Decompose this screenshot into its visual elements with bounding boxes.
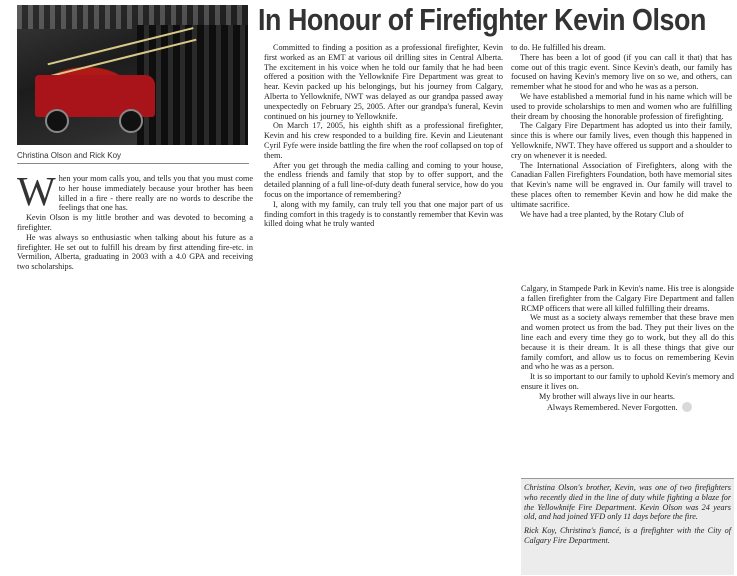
- truck-wheel-rear: [119, 109, 143, 133]
- fire-truck-photo: [17, 5, 248, 145]
- truck-wheel-front: [45, 109, 69, 133]
- paragraph: On March 17, 2005, his eighth shift as a professional firefighter, Kevin and his crew responded to a building fire. Kevin and Lieutenant Cyril Fyfe were inside battling the fire when the roof collapsed on top of them.: [264, 121, 503, 160]
- author-info-box: [521, 478, 734, 575]
- paragraph: Kevin Olson is my little brother and was devoted to becoming a firefighter.: [17, 213, 253, 232]
- paragraph: Calgary, in Stampede Park in Kevin's name. His tree is alongside a fallen firefighter from the Calgary Fire Department and fallen RCMP officers that were all killed fulfilling their dreams.: [521, 284, 734, 313]
- paragraph: We must as a society always remember that these brave men and women protect us from the bad. They put their lives on the line each and every time they go to work, but they all do this because it is their dream. It is all these things that give our family comfort, and allow us to focus on remembering Kevin and who he was as a person.: [521, 313, 734, 372]
- paragraph: We have had a tree planted, by the Rotary Club of: [520, 209, 684, 219]
- paragraph: The International Association of Firefighters, along with the Canadian Fallen Firefighters Foundation, both have memorial sites that Kevin's name will be engraved in. Our family will travel to these places often to remember Kevin and how he did make the ultimate sacrifice.: [511, 160, 732, 209]
- paragraph: I, along with my family, can truly tell you that one major part of us finding comfort in this tragedy is to constantly remember that Kevin was killed doing what he truly wanted: [264, 199, 503, 229]
- paragraph: My brother will always live in our hearts.: [539, 391, 675, 401]
- article-column-2: [264, 43, 503, 229]
- drop-cap: W: [17, 168, 56, 214]
- paragraph: Committed to finding a position as a professional firefighter, Kevin first worked as an EMT at various oil drilling sites in Central Alberta. The excitement in his voice when he told our family that he had been offered a position with the Yellowknife Fire Department was great to hear. Kevin packed up his belongings, but his journey from Calgary, Alberta to Yellowknife, NWT was delayed as our grandpa passed away unexpectedly on February 25, 2005. After our grandpa's funeral, Kevin continued on his journey to Yellowknife.: [264, 43, 503, 121]
- article-title: In Honour of Firefighter Kevin Olson: [258, 3, 706, 37]
- article-column-3: [511, 43, 732, 219]
- paragraph: There has been a lot of good (if you can call it that) that has come out of this tragic event. Since Kevin's death, our family has focused on having Kevin's memory live on so we, and others, can remember what he stood for and who he was as a person.: [511, 52, 732, 92]
- paragraph: He was always so enthusiastic when talking about his future as a firefighter. He set out to fulfill his dream by first attending fire-etc. in Vermilion, Alberta, graduating in 2003 with a 4.0 GPA and receiving two scholarships.: [17, 232, 253, 272]
- paragraph: to do. He fulfilled his dream.: [511, 43, 606, 52]
- info-paragraph: Christina Olson's brother, Kevin, was one of two firefighters who recently died in the line of duty while fighting a blaze for the Yellowknife Fire Department. Kevin Olson was 24 years old, and had joined YFD only 11 days before the fire.: [524, 483, 731, 522]
- paragraph: Always Remembered. Never Forgotten.: [521, 402, 734, 413]
- end-mark-icon: [682, 402, 692, 412]
- photo-credit: Christina Olson and Rick Koy: [17, 151, 249, 164]
- paragraph: After you get through the media calling and coming to your house, the endless friends and family that stop by to offer support, and the detailed planning of a full line-of-duty death funeral service, how do you focus on the importance of remembering?: [264, 160, 503, 199]
- paragraph: When your mom calls you, and tells you that you must come to her house immediately because your brother has been killed in a fire - there really are no words to describe the feelings that one has.: [17, 168, 253, 214]
- article-column-3-continued: [521, 284, 734, 412]
- info-paragraph: Rick Koy, Christina's fiancé, is a firefighter with the City of Calgary Fire Department.: [524, 526, 731, 545]
- paragraph: We have established a memorial fund in his name which will be used to provide scholarships to men and women who are fulfilling their dream by choosing the honorable profession of firefighting.: [511, 91, 732, 121]
- paragraph: The Calgary Fire Department has adopted us into their family, since this is where our family lives, even though this happened in Yellowknife, NWT. They have offered us support and a shoulder to cry on whenever it is needed.: [511, 121, 732, 160]
- article-column-1: [17, 168, 253, 272]
- paragraph: It is so important to our family to uphold Kevin's memory and ensure it lives on.: [521, 372, 734, 391]
